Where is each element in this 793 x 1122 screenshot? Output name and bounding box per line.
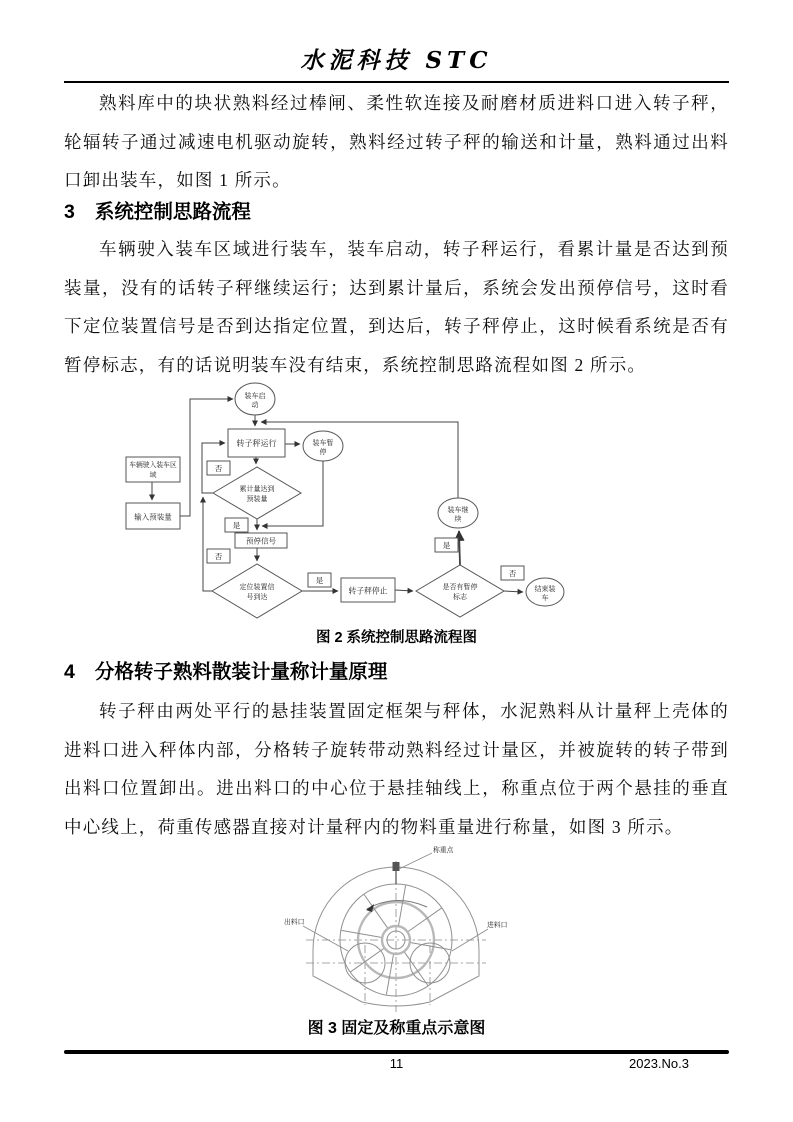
figure-3-caption: 图 3 固定及称重点示意图 — [307, 1020, 486, 1037]
spoke — [351, 949, 384, 972]
label-no-3: 否 — [508, 569, 517, 578]
node-enter-label-1: 车辆驶入装车区 — [129, 462, 177, 469]
label-yes-2: 是 — [315, 576, 324, 585]
node-start-label-2: 动 — [251, 402, 259, 409]
spoke — [399, 885, 406, 925]
node-run-label: 转子秤运行 — [236, 439, 277, 448]
section-title: 系统控制思路流程 — [94, 201, 251, 223]
node-d3-diamond — [416, 565, 504, 617]
label-no-1: 否 — [214, 464, 223, 473]
paragraph-1: 熟料库中的块状熟料经过棒闸、柔性软连接及耐磨材质进料口进入转子秤，轮辐转子通过减速电机驱动旋转，熟料经过转子秤的输送和计量，熟料通过出料口卸出装车，如图 1 所示。 — [64, 93, 729, 190]
node-d3-label-2: 标志 — [453, 594, 467, 601]
edge-d3-yes-to-continue — [459, 531, 460, 565]
header-rule — [64, 81, 729, 83]
node-d3-label-1: 是否有暂停 — [442, 584, 478, 591]
node-start-label-1: 装车启 — [244, 393, 266, 400]
paragraph-3: 转子秤由两处平行的悬挂装置固定框架与秤体，水泥熟料从计量秤上壳体的进料口进入秤体内部，分格转子旋转带动熟料经过计量区，并被旋转的转子带到出料口位置卸出。进出料口的中心位于悬挂轴线上，称重点位于两个悬挂的垂直中心线上，荷重传感器直接对计量秤内的物料重量进行称量，如图 3 所示。 — [64, 701, 729, 837]
node-end-label-1: 结束装 — [534, 586, 556, 593]
node-d1-label-1: 累计量达到 — [239, 486, 275, 493]
figure-2-caption: 图 2 系统控制思路流程图 — [315, 630, 478, 646]
node-continue-label-1: 装车继 — [447, 507, 469, 514]
inlet-label: 进料口 — [487, 922, 508, 929]
section-heading-3 — [64, 196, 729, 224]
section-title: 分格转子熟料散装计量称计量原理 — [94, 661, 388, 683]
spoke — [341, 930, 381, 937]
journal-title: 水泥科技 STC — [300, 47, 493, 74]
node-presignal-label: 预停信号 — [246, 536, 276, 546]
section-number: 3 — [64, 201, 75, 223]
node-d2-diamond — [212, 564, 302, 618]
spoke — [364, 895, 387, 928]
edge-d2-no-loop — [203, 497, 212, 591]
section-heading-4 — [64, 656, 729, 684]
weigh-point-label: 称重点 — [433, 847, 454, 854]
node-enter-label-2: 域 — [149, 472, 157, 479]
flowchart-figure-2 — [95, 380, 735, 630]
issue-number: 2023.No.3 — [629, 1056, 689, 1071]
outlet-label: 出料口 — [284, 919, 305, 926]
label-yes-3: 是 — [442, 541, 451, 550]
node-continue-label-2: 续 — [454, 516, 462, 523]
footer-rule — [64, 1050, 729, 1054]
weigh-point-marker — [393, 862, 400, 871]
section-number: 4 — [64, 661, 75, 683]
node-stop-label: 转子秤停止 — [348, 586, 388, 596]
spoke — [386, 955, 393, 995]
edge-d3-no-to-end — [504, 591, 523, 592]
node-end-label-2: 车 — [541, 595, 549, 602]
spoke — [405, 952, 428, 985]
node-d2-label-2: 号到达 — [246, 594, 268, 601]
rotor-diagram-figure-3 — [278, 840, 512, 1020]
node-d1-label-2: 预装量 — [246, 496, 268, 503]
node-input-label: 输入预装量 — [134, 512, 172, 522]
node-pause-label-1: 装车暂 — [312, 440, 334, 447]
node-d2-label-1: 定位装置信 — [239, 584, 275, 591]
paragraph-2: 车辆驶入装车区域进行装车，装车启动，转子秤运行，看累计量是否达到预装量，没有的话转子秤继续运行；达到累计量后，系统会发出预停信号，这时看下定位装置信号是否到达指定位置，到达后，转子秤停止，这时候看系统是否有暂停标志，有的话说明装车没有结束，系统控制思路流程如图 2 所示。 — [64, 239, 729, 375]
edge-stop-to-d3 — [395, 590, 413, 591]
page-number: 11 — [389, 1056, 404, 1071]
node-pause-label-2: 停 — [319, 449, 327, 456]
label-yes-1: 是 — [232, 521, 241, 530]
label-no-2: 否 — [214, 552, 223, 561]
spoke — [408, 908, 441, 931]
weigh-point-leader — [399, 853, 432, 869]
